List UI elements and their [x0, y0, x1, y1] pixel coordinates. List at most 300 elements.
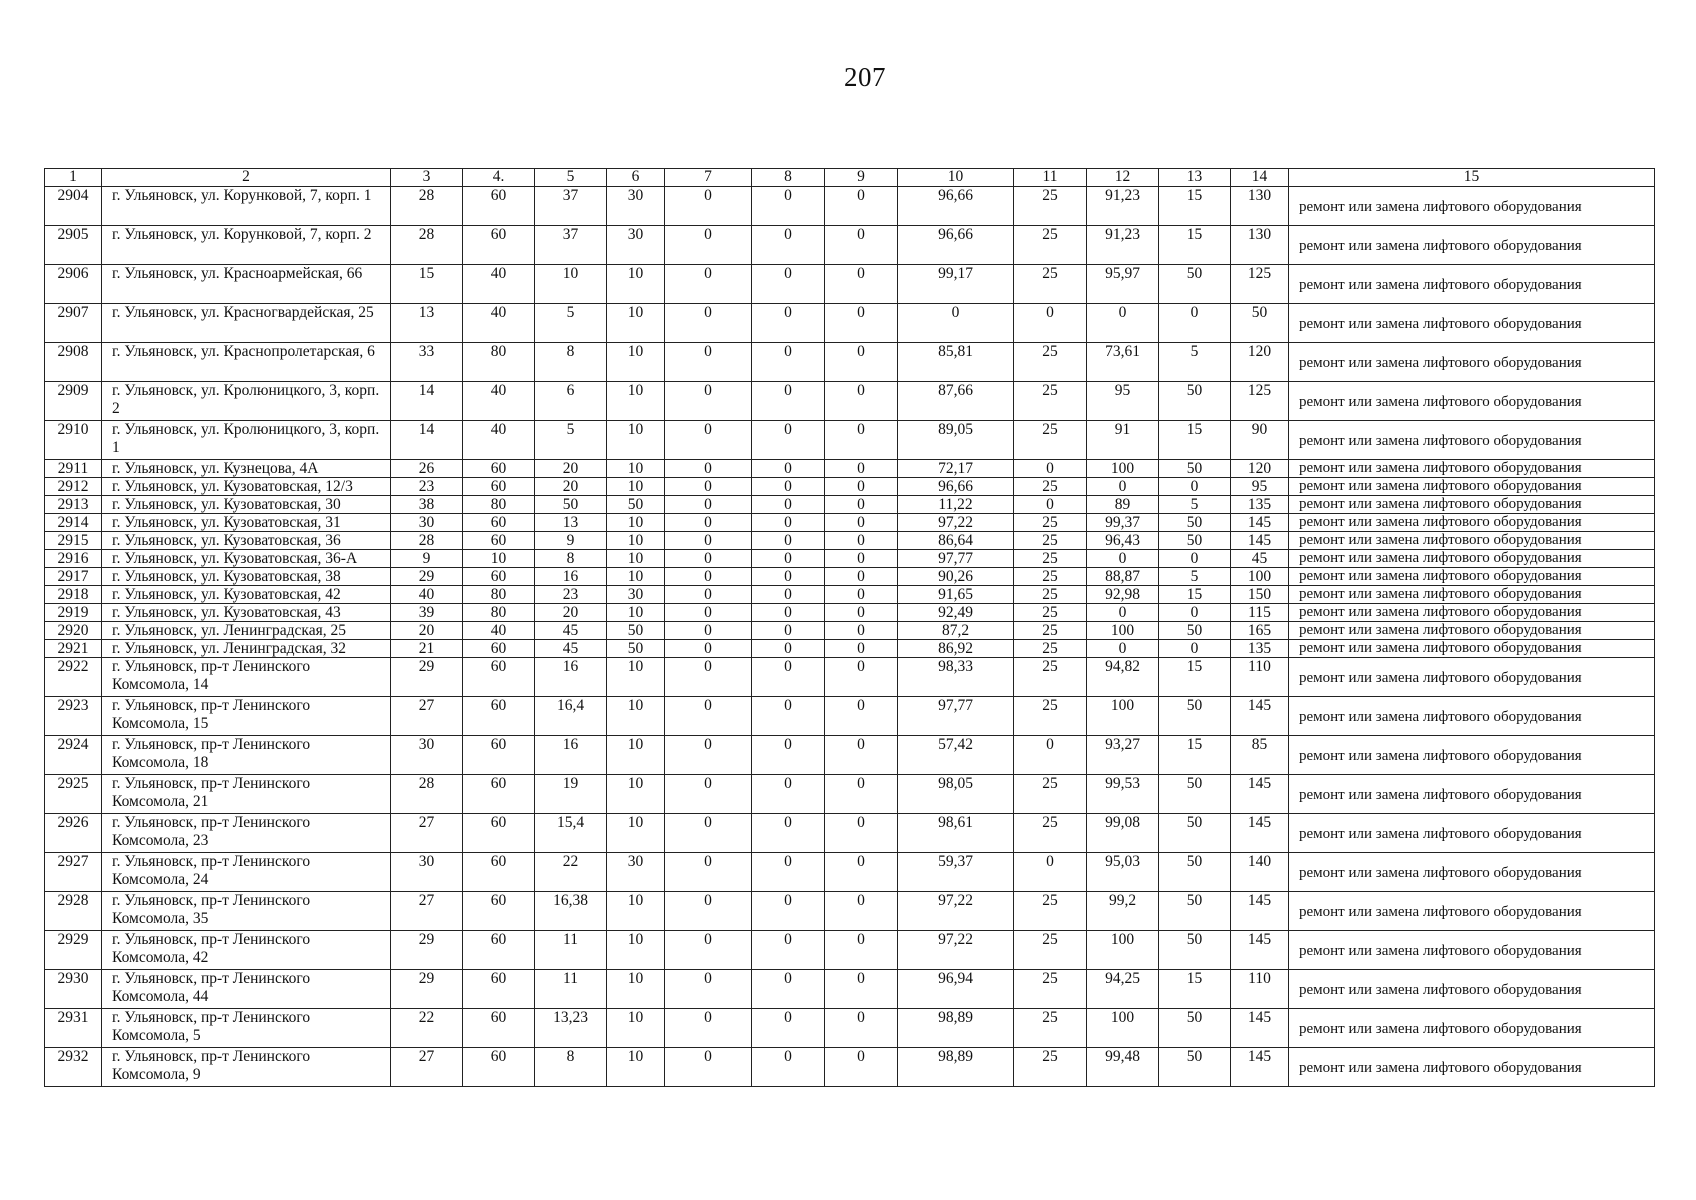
col-4-cell: 10	[463, 550, 535, 568]
col-3-cell: 15	[391, 265, 463, 304]
row-number: 2917	[45, 568, 102, 586]
col-12-cell: 89	[1087, 496, 1159, 514]
work-type-cell: ремонт или замена лифтового оборудования	[1289, 226, 1655, 265]
column-header-1: 1	[45, 169, 102, 187]
col-3-cell: 14	[391, 382, 463, 421]
work-type-cell: ремонт или замена лифтового оборудования	[1289, 532, 1655, 550]
col-13-cell: 15	[1159, 226, 1231, 265]
col-7-cell: 0	[665, 460, 752, 478]
col-6-cell: 10	[607, 421, 665, 460]
col-13-cell: 15	[1159, 736, 1231, 775]
col-5-cell: 5	[535, 304, 607, 343]
work-type-cell: ремонт или замена лифтового оборудования	[1289, 1009, 1655, 1048]
table-row	[45, 697, 1655, 736]
table-row	[45, 187, 1655, 226]
col-5-cell: 45	[535, 640, 607, 658]
col-11-cell: 25	[1014, 622, 1087, 640]
col-10-cell: 97,77	[898, 697, 1014, 736]
col-12-cell: 100	[1087, 931, 1159, 970]
row-number: 2925	[45, 775, 102, 814]
col-6-cell: 10	[607, 265, 665, 304]
address-cell: г. Ульяновск, пр-т Ленинского Комсомола, 15	[102, 697, 391, 736]
col-13-cell: 0	[1159, 304, 1231, 343]
col-4-cell: 60	[463, 697, 535, 736]
col-4-cell: 60	[463, 478, 535, 496]
col-7-cell: 0	[665, 775, 752, 814]
work-type-cell: ремонт или замена лифтового оборудования	[1289, 892, 1655, 931]
table-row	[45, 586, 1655, 604]
table-row	[45, 382, 1655, 421]
col-11-cell: 25	[1014, 586, 1087, 604]
col-5-cell: 5	[535, 421, 607, 460]
column-header-2: 2	[102, 169, 391, 187]
column-header-4: 4.	[463, 169, 535, 187]
col-8-cell: 0	[752, 622, 825, 640]
table-row	[45, 1009, 1655, 1048]
col-8-cell: 0	[752, 775, 825, 814]
col-10-cell: 96,66	[898, 226, 1014, 265]
col-4-cell: 40	[463, 265, 535, 304]
col-12-cell: 99,08	[1087, 814, 1159, 853]
col-4-cell: 60	[463, 226, 535, 265]
col-6-cell: 10	[607, 550, 665, 568]
col-12-cell: 91,23	[1087, 226, 1159, 265]
work-type-cell: ремонт или замена лифтового оборудования	[1289, 697, 1655, 736]
col-11-cell: 25	[1014, 814, 1087, 853]
col-3-cell: 39	[391, 604, 463, 622]
row-number: 2920	[45, 622, 102, 640]
col-3-cell: 30	[391, 736, 463, 775]
col-7-cell: 0	[665, 496, 752, 514]
table-body	[45, 187, 1655, 1087]
col-14-cell: 135	[1231, 496, 1289, 514]
col-12-cell: 100	[1087, 622, 1159, 640]
col-13-cell: 50	[1159, 814, 1231, 853]
col-7-cell: 0	[665, 853, 752, 892]
work-type-cell: ремонт или замена лифтового оборудования	[1289, 814, 1655, 853]
col-13-cell: 0	[1159, 478, 1231, 496]
col-11-cell: 25	[1014, 970, 1087, 1009]
col-14-cell: 145	[1231, 514, 1289, 532]
col-5-cell: 45	[535, 622, 607, 640]
address-cell: г. Ульяновск, ул. Кузоватовская, 36	[102, 532, 391, 550]
address-cell: г. Ульяновск, ул. Красногвардейская, 25	[102, 304, 391, 343]
col-9-cell: 0	[825, 892, 898, 931]
col-4-cell: 60	[463, 970, 535, 1009]
col-9-cell: 0	[825, 931, 898, 970]
col-8-cell: 0	[752, 1009, 825, 1048]
col-7-cell: 0	[665, 1048, 752, 1087]
column-header-8: 8	[752, 169, 825, 187]
row-number: 2904	[45, 187, 102, 226]
col-3-cell: 20	[391, 622, 463, 640]
col-10-cell: 97,22	[898, 892, 1014, 931]
col-13-cell: 15	[1159, 658, 1231, 697]
col-9-cell: 0	[825, 514, 898, 532]
col-5-cell: 9	[535, 532, 607, 550]
col-6-cell: 10	[607, 568, 665, 586]
col-5-cell: 19	[535, 775, 607, 814]
address-cell: г. Ульяновск, пр-т Ленинского Комсомола, 21	[102, 775, 391, 814]
col-13-cell: 50	[1159, 265, 1231, 304]
col-4-cell: 80	[463, 496, 535, 514]
col-14-cell: 125	[1231, 382, 1289, 421]
col-4-cell: 60	[463, 187, 535, 226]
work-type-cell: ремонт или замена лифтового оборудования	[1289, 382, 1655, 421]
registry-table	[44, 168, 1655, 1087]
col-7-cell: 0	[665, 622, 752, 640]
col-5-cell: 20	[535, 460, 607, 478]
col-6-cell: 10	[607, 532, 665, 550]
table-row	[45, 970, 1655, 1009]
col-3-cell: 28	[391, 775, 463, 814]
table-row	[45, 1048, 1655, 1087]
col-14-cell: 145	[1231, 892, 1289, 931]
work-type-cell: ремонт или замена лифтового оборудования	[1289, 496, 1655, 514]
address-cell: г. Ульяновск, пр-т Ленинского Комсомола, 9	[102, 1048, 391, 1087]
col-12-cell: 100	[1087, 460, 1159, 478]
col-6-cell: 50	[607, 496, 665, 514]
col-13-cell: 50	[1159, 514, 1231, 532]
col-7-cell: 0	[665, 343, 752, 382]
col-6-cell: 10	[607, 970, 665, 1009]
col-11-cell: 25	[1014, 775, 1087, 814]
col-10-cell: 97,22	[898, 514, 1014, 532]
col-13-cell: 5	[1159, 496, 1231, 514]
col-4-cell: 40	[463, 421, 535, 460]
col-11-cell: 25	[1014, 421, 1087, 460]
address-cell: г. Ульяновск, ул. Кузоватовская, 38	[102, 568, 391, 586]
col-8-cell: 0	[752, 892, 825, 931]
col-12-cell: 0	[1087, 550, 1159, 568]
col-10-cell: 98,89	[898, 1048, 1014, 1087]
col-4-cell: 60	[463, 736, 535, 775]
col-11-cell: 25	[1014, 697, 1087, 736]
col-7-cell: 0	[665, 604, 752, 622]
col-14-cell: 85	[1231, 736, 1289, 775]
col-4-cell: 60	[463, 775, 535, 814]
col-10-cell: 96,66	[898, 478, 1014, 496]
row-number: 2923	[45, 697, 102, 736]
row-number: 2909	[45, 382, 102, 421]
column-header-7: 7	[665, 169, 752, 187]
col-6-cell: 10	[607, 658, 665, 697]
col-10-cell: 72,17	[898, 460, 1014, 478]
table-row	[45, 496, 1655, 514]
col-9-cell: 0	[825, 1009, 898, 1048]
address-cell: г. Ульяновск, ул. Кролюницкого, 3, корп. 2	[102, 382, 391, 421]
col-3-cell: 28	[391, 532, 463, 550]
col-10-cell: 0	[898, 304, 1014, 343]
col-10-cell: 97,22	[898, 931, 1014, 970]
work-type-cell: ремонт или замена лифтового оборудования	[1289, 736, 1655, 775]
col-12-cell: 99,53	[1087, 775, 1159, 814]
work-type-cell: ремонт или замена лифтового оборудования	[1289, 586, 1655, 604]
col-14-cell: 145	[1231, 1048, 1289, 1087]
col-4-cell: 60	[463, 853, 535, 892]
col-7-cell: 0	[665, 697, 752, 736]
col-9-cell: 0	[825, 853, 898, 892]
column-header-12: 12	[1087, 169, 1159, 187]
col-8-cell: 0	[752, 514, 825, 532]
col-11-cell: 25	[1014, 1009, 1087, 1048]
col-14-cell: 145	[1231, 1009, 1289, 1048]
col-5-cell: 50	[535, 496, 607, 514]
row-number: 2921	[45, 640, 102, 658]
col-4-cell: 60	[463, 892, 535, 931]
work-type-cell: ремонт или замена лифтового оборудования	[1289, 1048, 1655, 1087]
col-13-cell: 50	[1159, 622, 1231, 640]
col-9-cell: 0	[825, 421, 898, 460]
table-row	[45, 304, 1655, 343]
col-3-cell: 28	[391, 187, 463, 226]
col-7-cell: 0	[665, 568, 752, 586]
address-cell: г. Ульяновск, ул. Кузоватовская, 42	[102, 586, 391, 604]
col-11-cell: 25	[1014, 550, 1087, 568]
col-4-cell: 60	[463, 532, 535, 550]
col-8-cell: 0	[752, 226, 825, 265]
col-11-cell: 25	[1014, 226, 1087, 265]
row-number: 2922	[45, 658, 102, 697]
col-7-cell: 0	[665, 1009, 752, 1048]
col-10-cell: 59,37	[898, 853, 1014, 892]
col-8-cell: 0	[752, 550, 825, 568]
col-11-cell: 25	[1014, 892, 1087, 931]
work-type-cell: ремонт или замена лифтового оборудования	[1289, 187, 1655, 226]
col-10-cell: 96,94	[898, 970, 1014, 1009]
col-4-cell: 40	[463, 622, 535, 640]
table-row	[45, 550, 1655, 568]
col-7-cell: 0	[665, 478, 752, 496]
col-9-cell: 0	[825, 1048, 898, 1087]
row-number: 2927	[45, 853, 102, 892]
col-9-cell: 0	[825, 226, 898, 265]
work-type-cell: ремонт или замена лифтового оборудования	[1289, 478, 1655, 496]
col-12-cell: 95,97	[1087, 265, 1159, 304]
col-4-cell: 40	[463, 382, 535, 421]
col-13-cell: 50	[1159, 532, 1231, 550]
col-9-cell: 0	[825, 382, 898, 421]
col-13-cell: 50	[1159, 931, 1231, 970]
col-13-cell: 15	[1159, 586, 1231, 604]
col-6-cell: 10	[607, 697, 665, 736]
col-10-cell: 85,81	[898, 343, 1014, 382]
row-number: 2930	[45, 970, 102, 1009]
col-14-cell: 90	[1231, 421, 1289, 460]
col-6-cell: 30	[607, 226, 665, 265]
col-14-cell: 110	[1231, 658, 1289, 697]
row-number: 2919	[45, 604, 102, 622]
col-4-cell: 60	[463, 460, 535, 478]
col-7-cell: 0	[665, 658, 752, 697]
col-11-cell: 25	[1014, 514, 1087, 532]
work-type-cell: ремонт или замена лифтового оборудования	[1289, 658, 1655, 697]
col-8-cell: 0	[752, 814, 825, 853]
col-6-cell: 50	[607, 622, 665, 640]
table-row	[45, 736, 1655, 775]
col-9-cell: 0	[825, 265, 898, 304]
col-11-cell: 25	[1014, 478, 1087, 496]
col-11-cell: 25	[1014, 1048, 1087, 1087]
work-type-cell: ремонт или замена лифтового оборудования	[1289, 265, 1655, 304]
col-14-cell: 135	[1231, 640, 1289, 658]
col-7-cell: 0	[665, 736, 752, 775]
col-7-cell: 0	[665, 187, 752, 226]
col-4-cell: 60	[463, 814, 535, 853]
col-4-cell: 60	[463, 514, 535, 532]
col-12-cell: 73,61	[1087, 343, 1159, 382]
table-row	[45, 814, 1655, 853]
col-13-cell: 15	[1159, 421, 1231, 460]
col-5-cell: 22	[535, 853, 607, 892]
col-8-cell: 0	[752, 658, 825, 697]
col-3-cell: 13	[391, 304, 463, 343]
col-8-cell: 0	[752, 478, 825, 496]
column-header-9: 9	[825, 169, 898, 187]
col-12-cell: 92,98	[1087, 586, 1159, 604]
col-11-cell: 25	[1014, 187, 1087, 226]
column-header-5: 5	[535, 169, 607, 187]
col-12-cell: 93,27	[1087, 736, 1159, 775]
col-10-cell: 98,61	[898, 814, 1014, 853]
col-5-cell: 16	[535, 568, 607, 586]
address-cell: г. Ульяновск, ул. Ленинградская, 25	[102, 622, 391, 640]
col-5-cell: 16	[535, 736, 607, 775]
col-8-cell: 0	[752, 604, 825, 622]
row-number: 2932	[45, 1048, 102, 1087]
work-type-cell: ремонт или замена лифтового оборудования	[1289, 970, 1655, 1009]
col-4-cell: 60	[463, 931, 535, 970]
work-type-cell: ремонт или замена лифтового оборудования	[1289, 622, 1655, 640]
col-12-cell: 91,23	[1087, 187, 1159, 226]
row-number: 2913	[45, 496, 102, 514]
col-14-cell: 130	[1231, 226, 1289, 265]
table-row	[45, 514, 1655, 532]
col-5-cell: 37	[535, 187, 607, 226]
col-7-cell: 0	[665, 304, 752, 343]
col-11-cell: 25	[1014, 265, 1087, 304]
col-10-cell: 98,33	[898, 658, 1014, 697]
col-14-cell: 145	[1231, 775, 1289, 814]
col-6-cell: 10	[607, 892, 665, 931]
col-5-cell: 11	[535, 931, 607, 970]
row-number: 2929	[45, 931, 102, 970]
column-header-14: 14	[1231, 169, 1289, 187]
col-10-cell: 87,66	[898, 382, 1014, 421]
col-8-cell: 0	[752, 640, 825, 658]
col-7-cell: 0	[665, 226, 752, 265]
row-number: 2918	[45, 586, 102, 604]
col-5-cell: 37	[535, 226, 607, 265]
col-8-cell: 0	[752, 586, 825, 604]
row-number: 2916	[45, 550, 102, 568]
col-14-cell: 165	[1231, 622, 1289, 640]
col-14-cell: 130	[1231, 187, 1289, 226]
col-8-cell: 0	[752, 697, 825, 736]
row-number: 2907	[45, 304, 102, 343]
work-type-cell: ремонт или замена лифтового оборудования	[1289, 304, 1655, 343]
col-11-cell: 25	[1014, 532, 1087, 550]
col-12-cell: 100	[1087, 697, 1159, 736]
address-cell: г. Ульяновск, ул. Краснопролетарская, 6	[102, 343, 391, 382]
row-number: 2906	[45, 265, 102, 304]
column-header-3: 3	[391, 169, 463, 187]
col-12-cell: 94,82	[1087, 658, 1159, 697]
col-8-cell: 0	[752, 343, 825, 382]
col-11-cell: 0	[1014, 853, 1087, 892]
col-6-cell: 10	[607, 514, 665, 532]
col-3-cell: 29	[391, 658, 463, 697]
col-3-cell: 29	[391, 931, 463, 970]
row-number: 2926	[45, 814, 102, 853]
col-8-cell: 0	[752, 736, 825, 775]
col-9-cell: 0	[825, 970, 898, 1009]
col-11-cell: 25	[1014, 640, 1087, 658]
col-7-cell: 0	[665, 586, 752, 604]
col-10-cell: 86,64	[898, 532, 1014, 550]
col-4-cell: 60	[463, 1009, 535, 1048]
col-11-cell: 0	[1014, 736, 1087, 775]
col-8-cell: 0	[752, 460, 825, 478]
col-5-cell: 8	[535, 343, 607, 382]
table-row	[45, 460, 1655, 478]
col-8-cell: 0	[752, 496, 825, 514]
col-8-cell: 0	[752, 187, 825, 226]
col-5-cell: 6	[535, 382, 607, 421]
col-7-cell: 0	[665, 532, 752, 550]
col-3-cell: 9	[391, 550, 463, 568]
col-6-cell: 10	[607, 382, 665, 421]
col-11-cell: 25	[1014, 382, 1087, 421]
col-3-cell: 27	[391, 814, 463, 853]
address-cell: г. Ульяновск, ул. Красноармейская, 66	[102, 265, 391, 304]
col-10-cell: 87,2	[898, 622, 1014, 640]
col-6-cell: 10	[607, 931, 665, 970]
col-10-cell: 86,92	[898, 640, 1014, 658]
col-14-cell: 95	[1231, 478, 1289, 496]
col-9-cell: 0	[825, 343, 898, 382]
col-14-cell: 115	[1231, 604, 1289, 622]
col-8-cell: 0	[752, 382, 825, 421]
col-10-cell: 92,49	[898, 604, 1014, 622]
col-7-cell: 0	[665, 931, 752, 970]
col-5-cell: 20	[535, 604, 607, 622]
page-number: 207	[844, 62, 886, 92]
col-7-cell: 0	[665, 892, 752, 931]
col-5-cell: 20	[535, 478, 607, 496]
col-6-cell: 10	[607, 814, 665, 853]
table-row	[45, 226, 1655, 265]
row-number: 2924	[45, 736, 102, 775]
col-6-cell: 30	[607, 586, 665, 604]
work-type-cell: ремонт или замена лифтового оборудования	[1289, 343, 1655, 382]
col-8-cell: 0	[752, 1048, 825, 1087]
col-6-cell: 10	[607, 460, 665, 478]
table-row	[45, 622, 1655, 640]
col-3-cell: 30	[391, 853, 463, 892]
col-12-cell: 0	[1087, 478, 1159, 496]
work-type-cell: ремонт или замена лифтового оборудования	[1289, 931, 1655, 970]
col-8-cell: 0	[752, 568, 825, 586]
col-11-cell: 0	[1014, 496, 1087, 514]
col-3-cell: 27	[391, 892, 463, 931]
col-14-cell: 100	[1231, 568, 1289, 586]
col-9-cell: 0	[825, 478, 898, 496]
col-7-cell: 0	[665, 421, 752, 460]
col-6-cell: 10	[607, 304, 665, 343]
col-12-cell: 91	[1087, 421, 1159, 460]
col-5-cell: 13	[535, 514, 607, 532]
